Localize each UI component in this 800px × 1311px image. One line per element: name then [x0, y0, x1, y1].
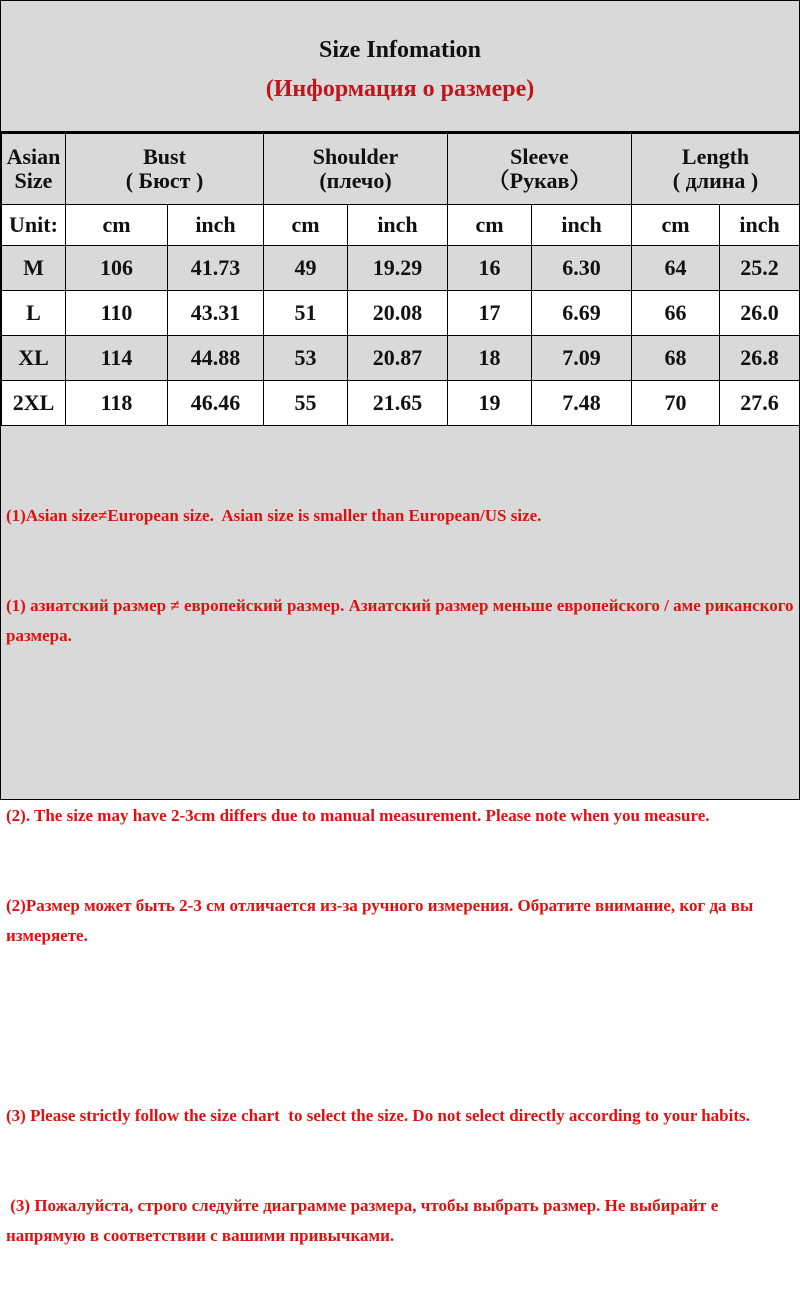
unit-cell: cm — [264, 205, 348, 246]
unit-cell: cm — [632, 205, 720, 246]
value-cell: 19 — [448, 381, 532, 426]
value-cell: 70 — [632, 381, 720, 426]
page-subtitle: (Информация о размере) — [265, 76, 535, 102]
size-cell: M — [2, 246, 66, 291]
unit-cell: inch — [720, 205, 800, 246]
value-cell: 53 — [264, 336, 348, 381]
note-3-en: (3) Please strictly follow the size chart to select the size. Do not select directly according to your habits. — [6, 1106, 750, 1125]
value-cell: 16 — [448, 246, 532, 291]
unit-row — [2, 205, 800, 246]
note-2-ru: (2)Размер может быть 2-3 см отличается из-за ручного измерения. Обратите внимание, ког да вы измеряете. — [6, 896, 758, 945]
table-header-row — [2, 134, 800, 205]
unit-cell: inch — [348, 205, 448, 246]
note-1-ru: (1) азиатский размер ≠ европейский размер. Азиатский размер меньше европейского / аме риканского размера. — [6, 596, 798, 645]
unit-cell: inch — [168, 205, 264, 246]
value-cell: 44.88 — [168, 336, 264, 381]
value-cell: 26.8 — [720, 336, 800, 381]
col-header-size: Asian Size — [2, 134, 66, 205]
value-cell: 49 — [264, 246, 348, 291]
col-header-bust: Bust ( Бюст ) — [66, 134, 264, 205]
value-cell: 114 — [66, 336, 168, 381]
value-cell: 51 — [264, 291, 348, 336]
unit-cell: inch — [532, 205, 632, 246]
unit-label: Unit: — [2, 205, 66, 246]
value-cell: 21.65 — [348, 381, 448, 426]
table-row — [2, 246, 800, 291]
value-cell: 46.46 — [168, 381, 264, 426]
note-3-ru: (3) Пожалуйста, строго следуйте диаграмме размера, чтобы выбрать размер. Не выбирайт е напрямую в соответствии с вашими привычками. — [6, 1196, 723, 1245]
col-header-length: Length ( длина ) — [632, 134, 800, 205]
value-cell: 43.31 — [168, 291, 264, 336]
unit-cell: cm — [448, 205, 532, 246]
value-cell: 20.08 — [348, 291, 448, 336]
value-cell: 20.87 — [348, 336, 448, 381]
value-cell: 18 — [448, 336, 532, 381]
value-cell: 64 — [632, 246, 720, 291]
note-spacer — [6, 711, 798, 741]
value-cell: 6.69 — [532, 291, 632, 336]
value-cell: 27.6 — [720, 381, 800, 426]
value-cell: 110 — [66, 291, 168, 336]
value-cell: 7.48 — [532, 381, 632, 426]
col-header-sleeve: Sleeve （Рукав） — [448, 134, 632, 205]
col-header-shoulder: Shoulder (плечо) — [264, 134, 448, 205]
value-cell: 26.0 — [720, 291, 800, 336]
value-cell: 106 — [66, 246, 168, 291]
note-spacer — [6, 1011, 798, 1041]
header — [1, 1, 799, 133]
size-cell: L — [2, 291, 66, 336]
note-2-en: (2). The size may have 2-3cm differs due to manual measurement. Please note when you measure. — [6, 806, 710, 825]
value-cell: 19.29 — [348, 246, 448, 291]
size-cell: 2XL — [2, 381, 66, 426]
size-table — [1, 133, 800, 426]
note-1-en: (1)Asian size≠European size. Asian size is smaller than European/US size. — [6, 506, 542, 525]
table-row — [2, 381, 800, 426]
value-cell: 7.09 — [532, 336, 632, 381]
value-cell: 25.2 — [720, 246, 800, 291]
value-cell: 68 — [632, 336, 720, 381]
table-row — [2, 291, 800, 336]
value-cell: 41.73 — [168, 246, 264, 291]
notes-section — [6, 441, 798, 1311]
value-cell: 66 — [632, 291, 720, 336]
value-cell: 118 — [66, 381, 168, 426]
page-title: Size Infomation — [319, 37, 481, 63]
unit-cell: cm — [66, 205, 168, 246]
value-cell: 6.30 — [532, 246, 632, 291]
size-cell: XL — [2, 336, 66, 381]
value-cell: 17 — [448, 291, 532, 336]
value-cell: 55 — [264, 381, 348, 426]
table-row — [2, 336, 800, 381]
